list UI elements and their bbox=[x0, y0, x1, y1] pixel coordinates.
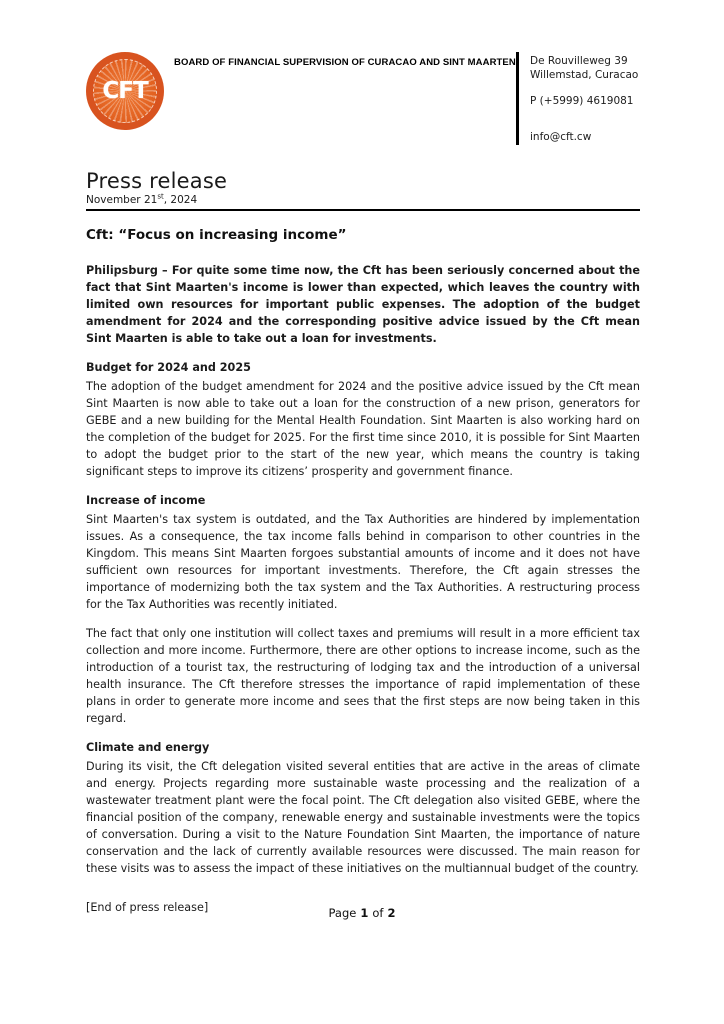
organization-name: BOARD OF FINANCIAL SUPERVISION OF CURACAO AND SINT MAARTEN bbox=[174, 57, 516, 68]
page-label: Page bbox=[328, 906, 357, 920]
current-page-number: 1 bbox=[360, 906, 369, 920]
section-heading-climate: Climate and energy bbox=[86, 741, 210, 754]
of-label: of bbox=[372, 906, 384, 920]
release-date-suffix: , 2024 bbox=[163, 194, 198, 206]
letterhead bbox=[0, 0, 724, 145]
lead-paragraph: Philipsburg – For quite some time now, the Cft has been seriously concerned about the fact that Sint Maarten's income is lower than expected, which leaves the country with limited own resources for important public expenses. The adoption of the budget amendment for 2024 and the corresponding positive advice issued by the Cft mean Sint Maarten is able to take out a loan for investments. bbox=[86, 264, 640, 345]
section-income-paragraph-2: The fact that only one institution will collect taxes and premiums will result in a more efficient tax collection and more income. Furthermore, there are other options to increase income, such as the introduction of a tourist tax, the restructuring of lodging tax and the introduction of a universal health insurance. The Cft therefore stresses the importance of rapid implementation of these plans in order to generate more income and sees that the first steps are now being taken in this regard. bbox=[86, 627, 640, 725]
page-number-indicator bbox=[0, 906, 724, 920]
cft-logo-sunburst-icon bbox=[93, 59, 157, 123]
masthead bbox=[86, 169, 640, 211]
contact-block bbox=[516, 52, 640, 145]
masthead-divider-rule bbox=[86, 209, 640, 211]
address-line-2: Willemstad, Curacao bbox=[530, 68, 639, 81]
email-address: info@cft.cw bbox=[530, 130, 592, 143]
article-body bbox=[86, 227, 640, 916]
address-line-1: De Rouvilleweg 39 bbox=[530, 55, 628, 67]
headline: Cft: “Focus on increasing income” bbox=[86, 227, 347, 243]
release-date bbox=[86, 194, 640, 207]
cft-logo-text: CFT bbox=[102, 78, 148, 104]
phone-number: P (+5999) 4619081 bbox=[530, 95, 634, 107]
section-heading-budget: Budget for 2024 and 2025 bbox=[86, 361, 251, 374]
section-budget-paragraph: The adoption of the budget amendment for 2024 and the positive advice issued by the Cft mean Sint Maarten is now able to take out a loan for the construction of a new prison, generators for GEBE and a new building for the Mental Health Foundation. Sint Maarten is also working hard on the completion of the budget for 2025. For the first time since 2010, it is possible for Sint Maarten to adopt the budget prior to the start of the new year, which means the country is taking significant steps to improve its citizens’ prosperity and government finance. bbox=[86, 380, 640, 478]
release-date-ordinal: st bbox=[157, 192, 164, 201]
cft-logo-ring bbox=[86, 52, 164, 130]
section-heading-income: Increase of income bbox=[86, 494, 206, 507]
release-date-prefix: November 21 bbox=[86, 194, 158, 206]
total-page-count: 2 bbox=[387, 906, 396, 920]
cft-logo bbox=[86, 52, 164, 130]
document-type-title: Press release bbox=[86, 169, 228, 193]
section-income-paragraph-1: Sint Maarten's tax system is outdated, and the Tax Authorities are hindered by implementation issues. As a consequence, the tax income falls behind in comparison to other countries in the Kingdom. This means Sint Maarten forgoes substantial amounts of income and it does not have sufficient own resources for important investments. Therefore, the Cft again stresses the importance of modernizing both the tax system and the Tax Authorities. A restructuring process for the Tax Authorities was recently initiated. bbox=[86, 513, 640, 611]
section-climate-paragraph: During its visit, the Cft delegation visited several entities that are active in the areas of climate and energy. Projects regarding more sustainable waste processing and the realization of a wastewater treatment plant were the focal point. The Cft delegation also visited GEBE, where the financial position of the company, renewable energy and sustainable investments were the topics of conversation. During a visit to the Nature Foundation Sint Maarten, the importance of nature conservation and the lack of currently available resources were discussed. The main reason for these visits was to assess the impact of these initiatives on the multiannual budget of the country. bbox=[86, 760, 640, 875]
end-of-press-release-marker: [End of press release] bbox=[86, 901, 209, 914]
